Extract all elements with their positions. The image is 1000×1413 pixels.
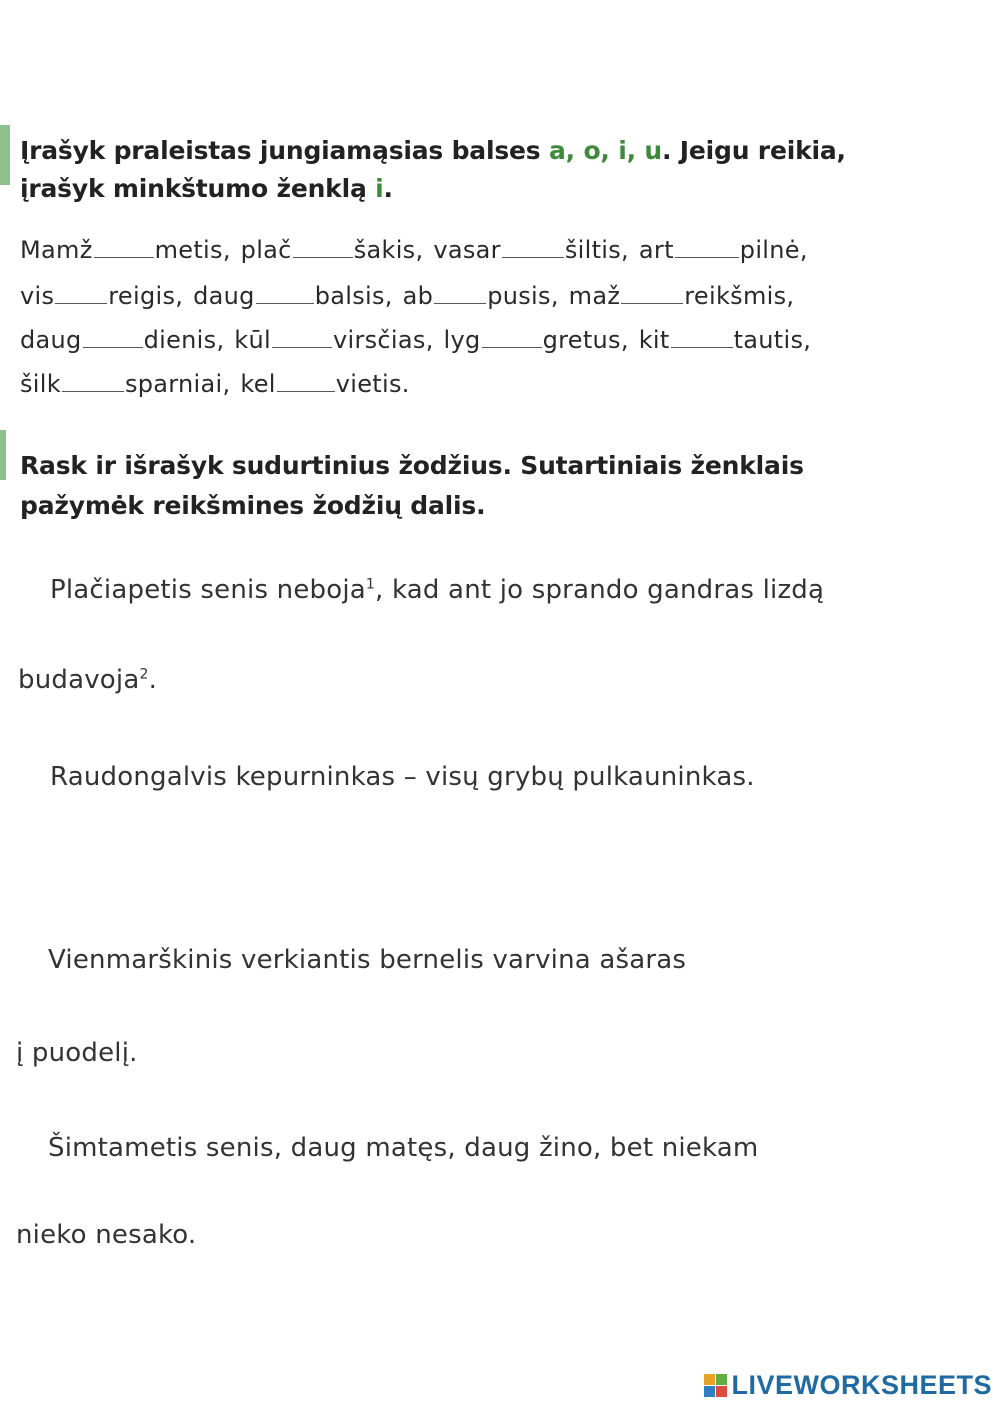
sentence-4-line1: Šimtametis senis, daug matęs, daug žino, bet niekam	[48, 1133, 759, 1163]
exercise-word: šakis, vasar	[353, 236, 501, 264]
soft-sign-highlight: i	[375, 174, 384, 203]
fill-blank[interactable]	[55, 302, 107, 304]
exercise-word: šiltis, art	[564, 236, 674, 264]
fill-blank[interactable]	[83, 346, 143, 348]
sentence-3-line1: Vienmarškinis verkiantis bernelis varvina ašaras	[48, 945, 687, 975]
fill-blank[interactable]	[434, 302, 486, 304]
fill-blank[interactable]	[502, 256, 564, 258]
exercise-word: pusis, maž	[487, 282, 621, 310]
exercise-word: reikšmis,	[684, 282, 795, 310]
exercise-word: vis	[20, 282, 55, 310]
exercise-line-2	[20, 282, 794, 310]
fill-blank[interactable]	[94, 256, 154, 258]
section-marker-1	[0, 125, 10, 185]
exercise-word: daug	[20, 326, 82, 354]
fill-blank[interactable]	[277, 390, 335, 392]
exercise-word: vietis.	[335, 370, 410, 398]
task2-instruction-line1: Rask ir išrašyk sudurtinius žodžius. Sutartiniais ženklais	[20, 451, 804, 480]
logo-icon	[704, 1374, 727, 1397]
fill-blank[interactable]	[62, 390, 124, 392]
vowels-highlight: a, o, i, u	[548, 136, 662, 165]
fill-blank[interactable]	[293, 256, 353, 258]
section-marker-2	[0, 430, 6, 480]
exercise-line-1	[20, 236, 808, 264]
sentence-3-line2: į puodelį.	[16, 1038, 138, 1068]
task2-instruction-line2: pažymėk reikšmines žodžių dalis.	[20, 491, 486, 520]
fill-blank[interactable]	[675, 256, 739, 258]
sentence-2: Raudongalvis kepurninkas – visų grybų pulkauninkas.	[50, 762, 755, 792]
exercise-word: gretus, kit	[542, 326, 670, 354]
fill-blank[interactable]	[671, 346, 733, 348]
logo-text: LIVEWORKSHEETS	[731, 1370, 992, 1400]
fill-blank[interactable]	[482, 346, 542, 348]
exercise-line-4	[20, 370, 410, 398]
liveworksheets-logo	[704, 1370, 992, 1401]
exercise-word: metis, plač	[154, 236, 292, 264]
task1-instruction-line1: Įrašyk praleistas jungiamąsias balses a, o, i, u. Jeigu reikia,	[20, 136, 846, 165]
sentence-1-line2: budavoja$^2$.	[18, 665, 158, 695]
exercise-word: pilnė,	[739, 236, 808, 264]
fill-blank[interactable]	[256, 302, 314, 304]
task1-instruction-line2: įrašyk minkštumo ženklą i.	[20, 174, 393, 203]
exercise-word: reigis, daug	[108, 282, 255, 310]
exercise-word: šilk	[20, 370, 61, 398]
exercise-word: virsčias, lyg	[332, 326, 481, 354]
exercise-line-3	[20, 326, 811, 354]
sentence-4-line2: nieko nesako.	[16, 1220, 197, 1250]
fill-blank[interactable]	[272, 346, 332, 348]
sentence-1-line1: Plačiapetis senis neboja$^1$, kad ant jo sprando gandras lizdą	[50, 575, 825, 605]
exercise-word: Mamž	[20, 236, 93, 264]
task2-instruction	[20, 446, 980, 526]
exercise-word: sparniai, kel	[124, 370, 276, 398]
task1-instruction	[20, 132, 980, 208]
fill-blank[interactable]	[621, 302, 683, 304]
exercise-word: dienis, kūl	[143, 326, 271, 354]
exercise-word: balsis, ab	[314, 282, 434, 310]
exercise-word: tautis,	[733, 326, 812, 354]
